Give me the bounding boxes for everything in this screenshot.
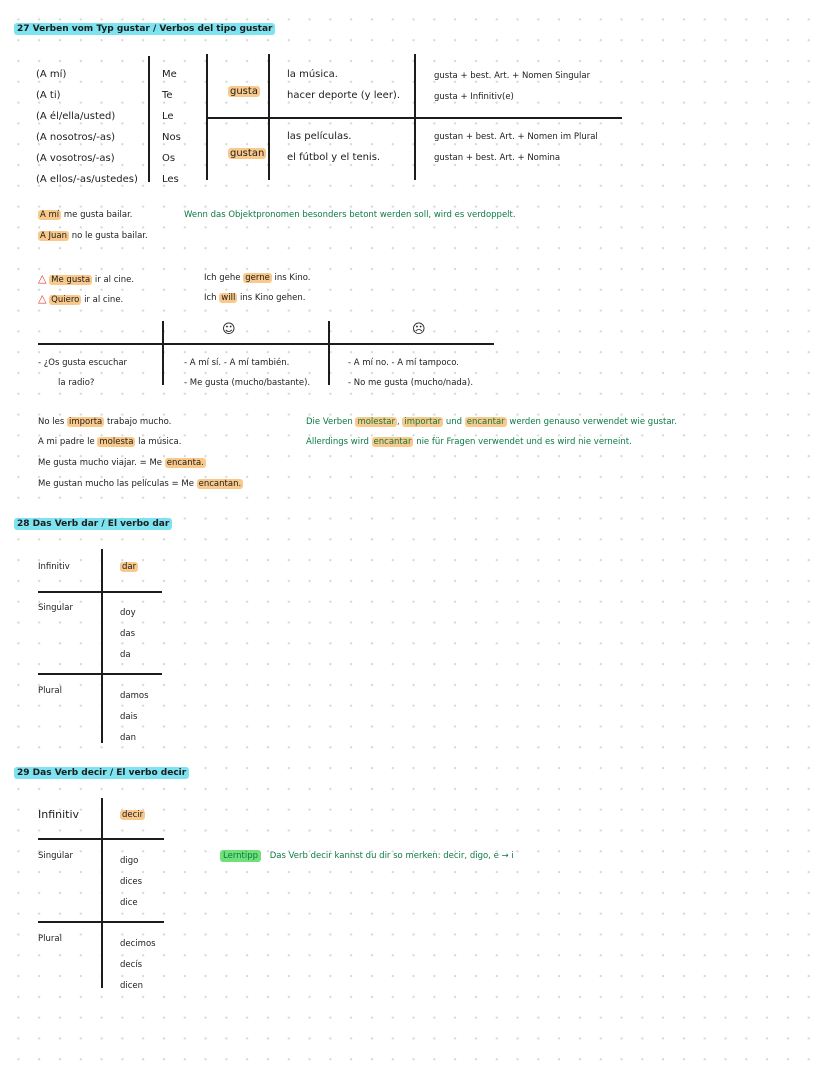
infinitiv-value: decir <box>122 810 144 820</box>
pronoun: Os <box>162 153 176 164</box>
plural-label: Plural <box>38 934 62 944</box>
preposition: (A mí) <box>36 69 67 80</box>
preposition-list <box>36 64 138 190</box>
emphasis-note: Wenn das Objektpronomen besonders betont werden soll, wird es verdoppelt. <box>184 210 516 220</box>
similar-verbs-note-2: Allerdings wird encantar nie für Fragen verwendet und es wird nie verneint. <box>306 437 632 447</box>
plural-label: Plural <box>38 686 62 696</box>
plural-forms: decimos decís dicen <box>120 939 156 991</box>
translation-1: Ich gehe gerne ins Kino. <box>204 273 311 283</box>
preposition: (A vosotros/-as) <box>36 153 115 164</box>
preposition: (A ti) <box>36 90 61 101</box>
example: las películas. <box>287 131 352 142</box>
rule: gustan + best. Art. + Nomina <box>434 153 561 163</box>
rule: gustan + best. Art. + Nomen im Plural <box>434 132 598 142</box>
section-29-title: 29 Das Verb decir / El verbo decir <box>14 768 189 778</box>
infinitiv-label: Infinitiv <box>38 808 80 821</box>
pronoun: Les <box>162 174 179 185</box>
example: hacer deporte (y leer). <box>287 90 401 101</box>
table-divider <box>101 798 103 988</box>
pronoun: Te <box>162 90 173 101</box>
gustan-examples <box>287 126 380 168</box>
warning-icon: △ <box>38 272 47 285</box>
table-divider <box>162 321 164 385</box>
example: el fútbol y el tenis. <box>287 152 381 163</box>
table-divider <box>38 343 494 345</box>
preposition: (A ellos/-as/ustedes) <box>36 174 138 185</box>
singular-label: Singular <box>38 603 73 613</box>
learning-tip <box>220 851 514 861</box>
positive-answers: - A mí sí. - A mí también. - Me gusta (mucho/bastante). <box>184 358 311 388</box>
pronoun-list <box>162 64 181 190</box>
emphasis-example-1: A mí me gusta bailar. <box>40 210 133 220</box>
importar-example: No les importa trabajo mucho. <box>38 417 172 427</box>
plural-forms: damos dais dan <box>120 691 149 743</box>
gustan-rules <box>434 127 598 169</box>
warning-example-2: △ Quiero ir al cine. <box>38 292 124 305</box>
similar-verbs-note-1: Die Verben molestar , importar und encantar werden genauso verwendet wie gustar. <box>306 417 677 427</box>
emphasis-example-2: A Juan no le gusta bailar. <box>40 231 148 241</box>
warning-example-1: △ Me gusta ir al cine. <box>38 272 135 285</box>
table-divider <box>101 549 103 743</box>
encantar-example-1: Me gusta mucho viajar. = Me encanta. <box>38 458 204 468</box>
singular-forms: doy das da <box>120 608 136 660</box>
example: la música. <box>287 69 338 80</box>
section-27-title: 27 Verben vom Typ gustar / Verbos del tipo gustar <box>14 24 275 34</box>
tip-label: Lerntipp <box>220 850 261 862</box>
gustan-form: gustan <box>230 148 265 159</box>
table-divider <box>148 56 150 182</box>
table-divider <box>38 921 164 923</box>
question: - ¿Os gusta escuchar la radio? <box>38 358 128 388</box>
table-divider <box>414 54 416 180</box>
section-28-title: 28 Das Verb dar / El verbo dar <box>14 519 172 529</box>
rule: gusta + best. Art. + Nomen Singular <box>434 71 591 81</box>
warning-icon: △ <box>38 292 47 305</box>
gusta-rules <box>434 66 590 108</box>
preposition: (A nosotros/-as) <box>36 132 116 143</box>
translation-2: Ich will ins Kino gehen. <box>204 293 306 303</box>
preposition: (A él/ella/usted) <box>36 111 116 122</box>
singular-forms: digo dices dice <box>120 856 143 908</box>
negative-answers: - A mí no. - A mí tampoco. - No me gusta (mucho/nada). <box>348 358 474 388</box>
encantar-example-2: Me gustan mucho las películas = Me encantan. <box>38 479 242 489</box>
infinitiv-label: Infinitiv <box>38 562 70 572</box>
sad-face-icon: ☹ <box>412 322 426 337</box>
happy-face-icon: ☺ <box>222 322 236 337</box>
tip-text: Das Verb decir kannst du dir so merken: decir, digo, e → i <box>269 851 514 861</box>
table-divider <box>38 673 162 675</box>
table-divider <box>38 838 164 840</box>
molestar-example: A mi padre le molesta la música. <box>38 437 182 447</box>
pronoun: Nos <box>162 132 181 143</box>
pronoun: Le <box>162 111 174 122</box>
rule: gusta + Infinitiv(e) <box>434 92 514 102</box>
gusta-examples <box>287 64 400 106</box>
gusta-form: gusta <box>230 86 258 97</box>
pronoun: Me <box>162 69 177 80</box>
table-divider <box>268 54 270 180</box>
table-divider <box>38 591 162 593</box>
infinitiv-value: dar <box>122 562 137 572</box>
singular-label: Singular <box>38 851 73 861</box>
table-divider <box>328 321 330 385</box>
